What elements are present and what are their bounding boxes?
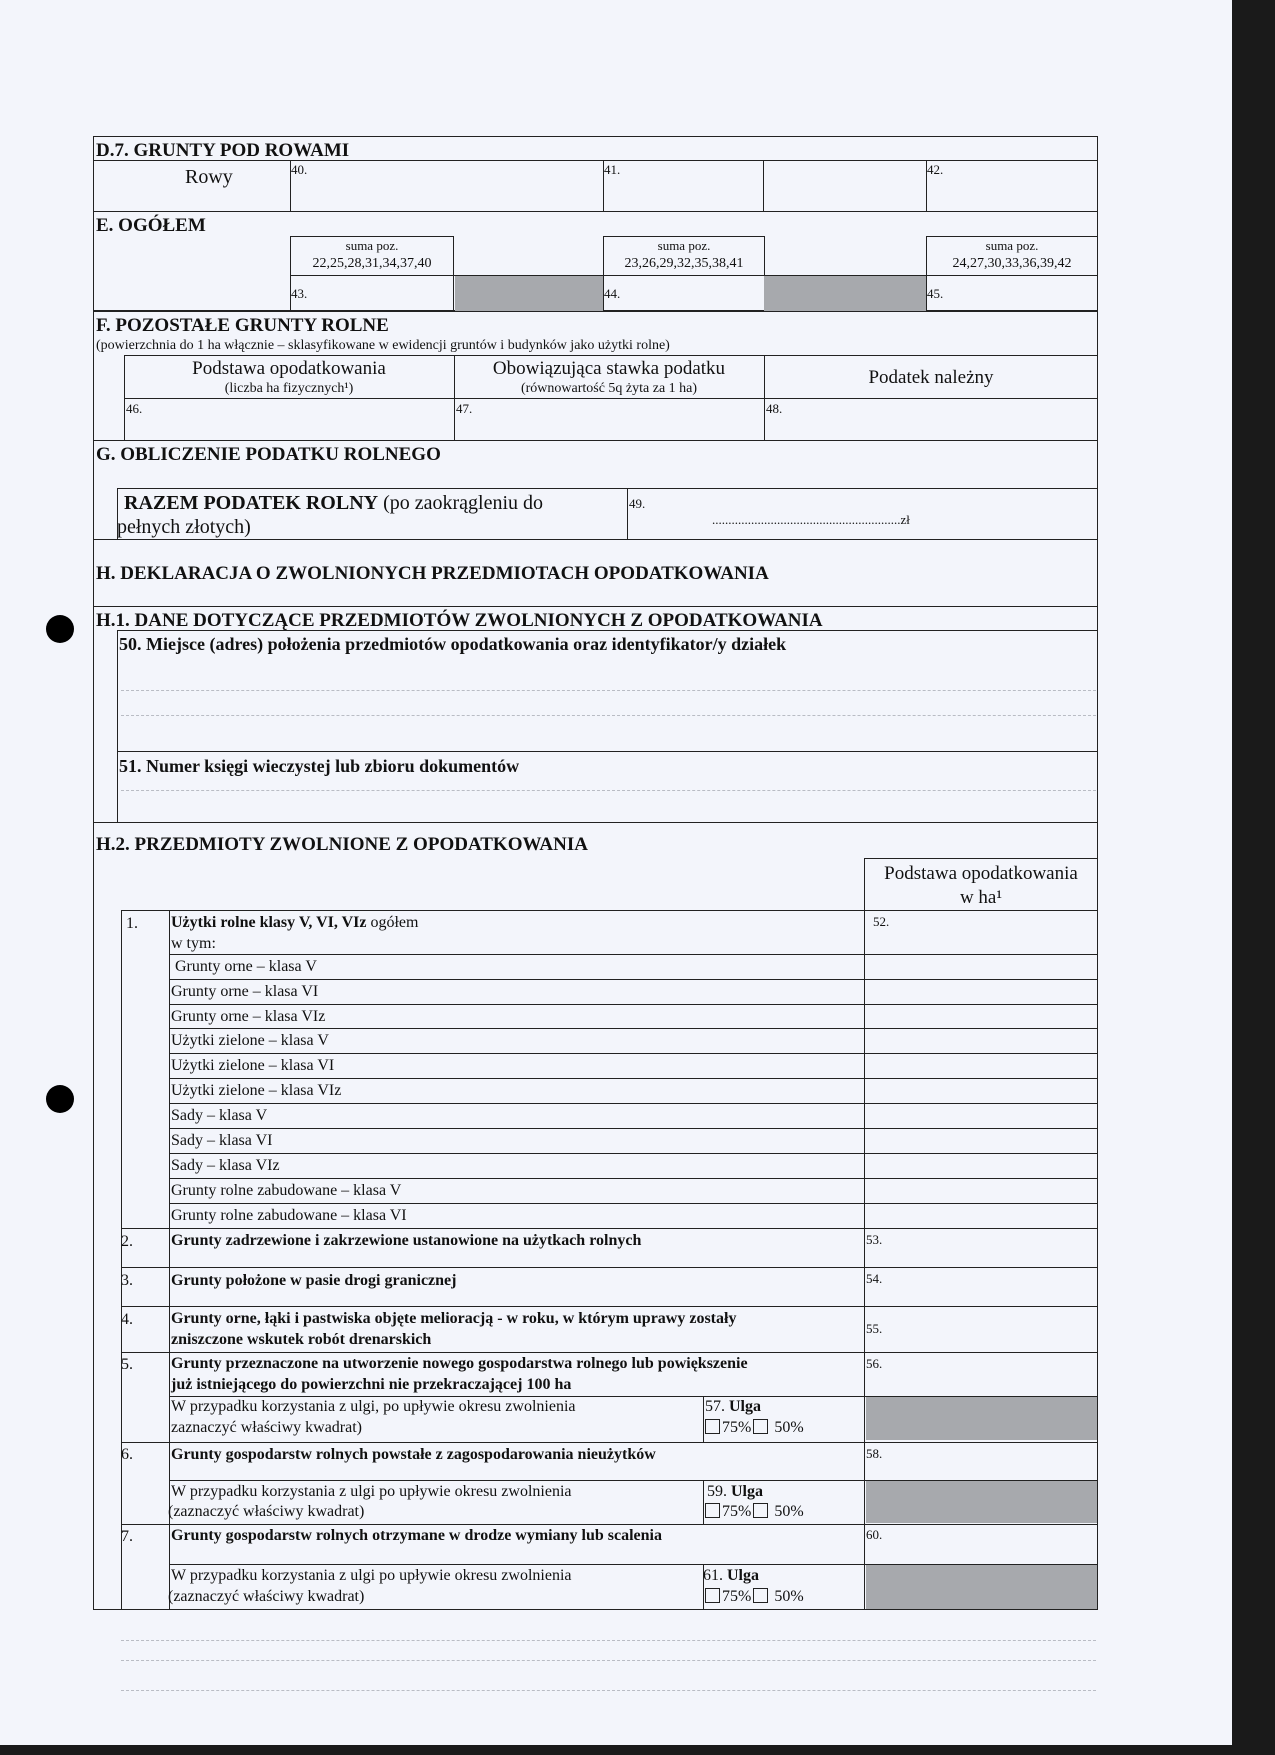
ulga-61-word: Ulga (727, 1567, 759, 1584)
checkbox-57-75[interactable] (705, 1419, 720, 1434)
field-50-label: 50. Miejsce (adres) położenia przedmiotów opodatkowania oraz identyfikator/y działek (119, 634, 787, 654)
field-60[interactable]: 60. (866, 1527, 883, 1542)
sum3-items: 24,27,30,33,36,39,42 (952, 256, 1072, 271)
ulga-6-line2: (zaznaczyć właściwy kwadrat) (168, 1503, 365, 1520)
subrow-uzytki-zielone-vi: Użytki zielone – klasa VI (171, 1057, 335, 1074)
col-podatek: Podatek należny (868, 367, 994, 388)
option-61-50: 50% (774, 1588, 804, 1605)
ulga-7-line1: W przypadku korzystania z ulgi po upływie okresu zwolnienia (171, 1567, 572, 1584)
sum1-label: suma poz. (345, 238, 399, 253)
field-49[interactable]: 49. (629, 496, 646, 511)
field-55[interactable]: 55. (866, 1321, 883, 1336)
section-f-title: F. POZOSTAŁE GRUNTY ROLNE (96, 315, 389, 336)
ulga-57-word: Ulga (729, 1398, 761, 1415)
row-3-number: 3. (121, 1272, 133, 1289)
option-59-50: 50% (774, 1503, 804, 1520)
ulga-61-options (705, 1588, 804, 1606)
field-40[interactable]: 40. (291, 162, 308, 177)
ulga-6-line1: W przypadku korzystania z ulgi po upływie okresu zwolnienia (171, 1483, 572, 1500)
shaded-cell (866, 1565, 1097, 1609)
field-46[interactable]: 46. (126, 401, 143, 416)
row-5-number: 5. (121, 1356, 133, 1373)
sum1-items: 22,25,28,31,34,37,40 (312, 256, 432, 271)
punch-hole-icon (46, 615, 74, 643)
section-h2-title: H.2. PRZEDMIOTY ZWOLNIONE Z OPODATKOWANIA (96, 834, 588, 855)
col-stawka-sub: (równowartość 5q żyta za 1 ha) (520, 381, 698, 396)
field-54[interactable]: 54. (866, 1271, 883, 1286)
ulga-57-options (705, 1419, 804, 1437)
checkbox-59-50[interactable] (753, 1503, 768, 1518)
subrow-sady-vi: Sady – klasa VI (171, 1132, 273, 1149)
section-h-title: H. DEKLARACJA O ZWOLNIONYCH PRZEDMIOTACH OPODATKOWANIA (96, 563, 769, 584)
col-podstawa-ha-unit: w ha¹ (959, 887, 1003, 908)
row-1-label-rest: ogółem (366, 914, 419, 931)
subrow-sady-viz: Sady – klasa VIz (171, 1157, 280, 1174)
option-57-75: 75% (722, 1419, 752, 1436)
razem-label (124, 492, 543, 515)
subrow-grunty-orne-v: Grunty orne – klasa V (175, 958, 317, 975)
field-48[interactable]: 48. (766, 401, 783, 416)
field-41[interactable]: 41. (604, 162, 621, 177)
row-6-label: Grunty gospodarstw rolnych powstałe z zagospodarowania nieużytków (171, 1446, 656, 1463)
checkbox-61-50[interactable] (753, 1588, 768, 1603)
field-51-label: 51. Numer księgi wieczystej lub zbioru dokumentów (119, 756, 520, 776)
row-2-number: 2. (121, 1233, 133, 1250)
ulga-61 (703, 1567, 759, 1585)
col-podstawa-ha: Podstawa opodatkowania (884, 863, 1078, 884)
row-4-number: 4. (121, 1311, 133, 1328)
checkbox-59-75[interactable] (705, 1503, 720, 1518)
row-4-label-line1: Grunty orne, łąki i pastwiska objęte melioracją - w roku, w którym uprawy zostały (171, 1310, 737, 1327)
field-58[interactable]: 58. (866, 1446, 883, 1461)
section-f-subtitle: (powierzchnia do 1 ha włącznie – sklasyfikowane w ewidencji gruntów i budynków jako użytki rolne) (96, 338, 670, 353)
ulga-59 (707, 1483, 763, 1501)
section-h1-title: H.1. DANE DOTYCZĄCE PRZEDMIOTÓW ZWOLNIONYCH Z OPODATKOWANIA (96, 610, 823, 631)
subrow-grunty-orne-viz: Grunty orne – klasa VIz (171, 1008, 326, 1025)
row-1-label-bold: Użytki rolne klasy V, VI, VIz (171, 914, 367, 931)
ulga-5-line2: zaznaczyć właściwy kwadrat) (171, 1419, 362, 1436)
row-7-label: Grunty gospodarstw rolnych otrzymane w drodze wymiany lub scalenia (171, 1527, 662, 1544)
col-podstawa-sub: (liczba ha fizycznych¹) (224, 381, 354, 396)
row-7-number: 7. (121, 1528, 133, 1545)
shaded-cell (866, 1481, 1097, 1523)
row-5-label-line1: Grunty przeznaczone na utworzenie nowego gospodarstwa rolnego lub powiększenie (171, 1355, 748, 1372)
ulga-57 (705, 1398, 761, 1416)
field-47[interactable]: 47. (456, 401, 473, 416)
field-53[interactable]: 53. (866, 1232, 883, 1247)
section-g-title: G. OBLICZENIE PODATKU ROLNEGO (96, 444, 441, 465)
row-4-label-line2: zniszczone wskutek robót drenarskich (171, 1331, 432, 1348)
option-59-75: 75% (722, 1503, 752, 1520)
subrow-zabudowane-v: Grunty rolne zabudowane – klasa V (171, 1182, 402, 1199)
ulga-59-options (705, 1503, 804, 1521)
shaded-cell (866, 1397, 1097, 1440)
row-1-label (171, 914, 418, 932)
field-42[interactable]: 42. (927, 162, 944, 177)
ulga-7-line2: (zaznaczyć właściwy kwadrat) (168, 1588, 365, 1605)
subrow-zabudowane-vi: Grunty rolne zabudowane – klasa VI (171, 1207, 407, 1224)
punch-hole-icon (46, 1085, 74, 1113)
col-podstawa: Podstawa opodatkowania (192, 358, 386, 379)
sum2-label: suma poz. (657, 238, 711, 253)
row-5-label-line2: już istniejącego do powierzchni nie przekraczającej 100 ha (171, 1376, 572, 1393)
shaded-cell (455, 276, 603, 311)
subrow-sady-v: Sady – klasa V (171, 1107, 268, 1124)
shaded-cell (764, 276, 926, 311)
razem-label-bold: RAZEM PODATEK ROLNY (124, 492, 379, 514)
field-57: 57. (705, 1398, 725, 1415)
section-d7-title: D.7. GRUNTY POD ROWAMI (96, 140, 350, 161)
col-stawka: Obowiązująca stawka podatku (492, 358, 726, 379)
field-45[interactable]: 45. (927, 286, 944, 301)
field-61: 61. (703, 1567, 723, 1584)
subrow-grunty-orne-vi: Grunty orne – klasa VI (171, 983, 319, 1000)
checkbox-57-50[interactable] (753, 1419, 768, 1434)
field-56[interactable]: 56. (866, 1356, 883, 1371)
ulga-5-line1: W przypadku korzystania z ulgi, po upływie okresu zwolnienia (171, 1398, 576, 1415)
subrow-uzytki-zielone-viz: Użytki zielone – klasa VIz (171, 1082, 342, 1099)
razem-label-line2: pełnych złotych) (117, 516, 251, 538)
ulga-59-word: Ulga (731, 1483, 763, 1500)
field-43[interactable]: 43. (291, 286, 308, 301)
section-e-title: E. OGÓŁEM (96, 215, 206, 236)
row-1-wtym: w tym: (171, 935, 216, 952)
checkbox-61-75[interactable] (705, 1588, 720, 1603)
field-52[interactable]: 52. (873, 914, 890, 929)
subrow-uzytki-zielone-v: Użytki zielone – klasa V (171, 1032, 329, 1049)
row-2-label: Grunty zadrzewione i zakrzewione ustanowione na użytkach rolnych (171, 1232, 642, 1249)
field-59: 59. (707, 1483, 727, 1500)
razem-zl[interactable]: ..........................................................zł (712, 512, 910, 527)
row-6-number: 6. (121, 1446, 133, 1463)
option-57-50: 50% (774, 1419, 804, 1436)
razem-label-rest: (po zaokrągleniu do (378, 492, 544, 514)
sum2-items: 23,26,29,32,35,38,41 (624, 256, 744, 271)
row-1-number: 1. (126, 915, 138, 932)
sum3-label: suma poz. (985, 238, 1039, 253)
rowy-label: Rowy (185, 166, 233, 188)
option-61-75: 75% (722, 1588, 752, 1605)
row-3-label: Grunty położone w pasie drogi granicznej (171, 1272, 457, 1289)
field-44[interactable]: 44. (604, 286, 621, 301)
